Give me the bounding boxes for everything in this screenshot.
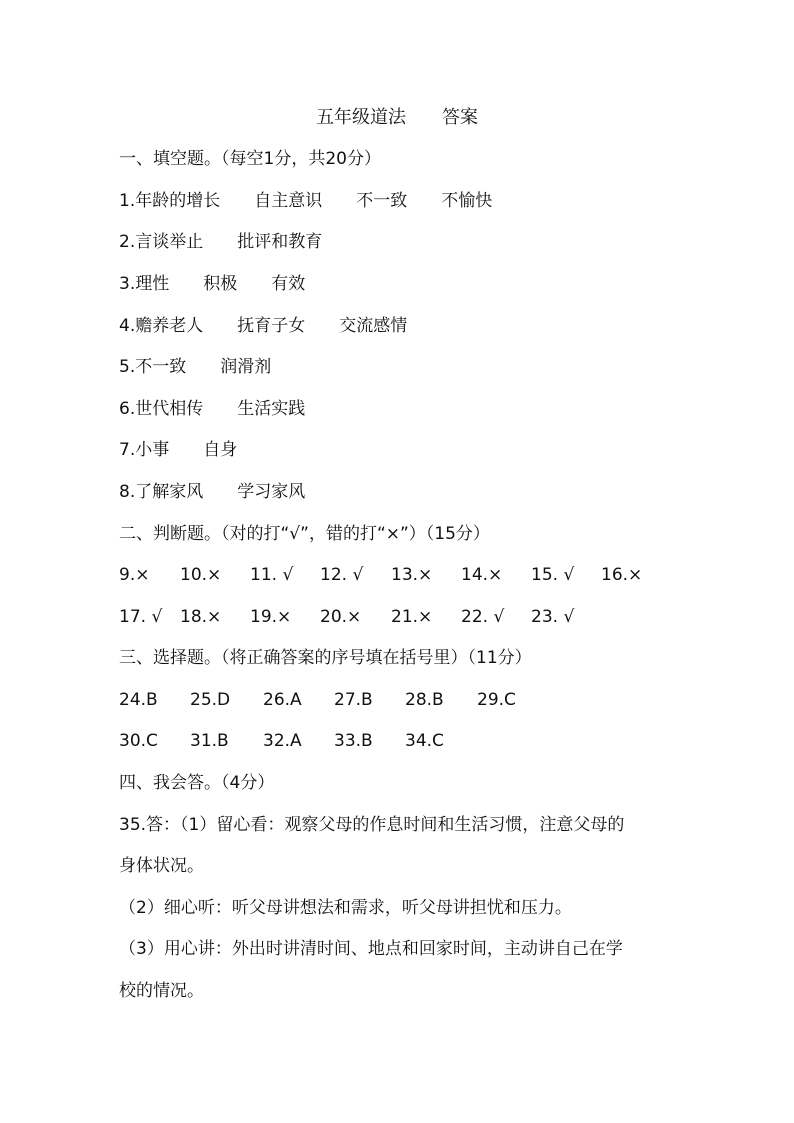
- choice-answer: 30.C: [119, 731, 158, 751]
- fill-blank-answer-3: 3.理性 积极 有效: [119, 274, 306, 294]
- choice-answer: 33.B: [334, 731, 373, 751]
- choice-answer: 25.D: [190, 690, 231, 710]
- true-false-answer: 15. √: [531, 565, 575, 585]
- short-answer-line-3: （2）细心听：听父母讲想法和需求，听父母讲担忧和压力。: [119, 898, 572, 918]
- true-false-answer: 13.×: [391, 565, 433, 585]
- fill-blank-answer-2: 2.言谈举止 批评和教育: [119, 232, 323, 252]
- fill-blank-answer-5: 5.不一致 润滑剂: [119, 357, 272, 377]
- section-heading-true-false: 二、判断题。（对的打“√”，错的打“×”）（15分）: [119, 524, 490, 544]
- choice-answer: 27.B: [334, 690, 373, 710]
- true-false-answer: 18.×: [180, 607, 222, 627]
- fill-blank-answer-8: 8.了解家风 学习家风: [119, 482, 306, 502]
- true-false-answer: 16.×: [601, 565, 643, 585]
- true-false-answer: 12. √: [320, 565, 364, 585]
- short-answer-line-1: 35.答：（1）留心看：观察父母的作息时间和生活习惯，注意父母的: [119, 815, 625, 835]
- short-answer-line-2: 身体状况。: [119, 856, 204, 876]
- section-heading-short-answer: 四、我会答。（4分）: [119, 773, 275, 793]
- section-heading-multiple-choice: 三、选择题。（将正确答案的序号填在括号里）（11分）: [119, 648, 532, 668]
- choice-answer: 32.A: [263, 731, 302, 751]
- true-false-answer: 19.×: [250, 607, 292, 627]
- true-false-answer: 9.×: [119, 565, 150, 585]
- choice-answer: 34.C: [405, 731, 444, 751]
- fill-blank-answer-4: 4.赡养老人 抚育子女 交流感情: [119, 316, 408, 336]
- fill-blank-answer-1: 1.年龄的增长 自主意识 不一致 不愉快: [119, 191, 493, 211]
- short-answer-line-5: 校的情况。: [119, 981, 204, 1001]
- choice-answer: 26.A: [263, 690, 302, 710]
- page-title: 五年级道法 答案: [316, 107, 478, 128]
- true-false-answer: 11. √: [250, 565, 294, 585]
- fill-blank-answer-6: 6.世代相传 生活实践: [119, 399, 306, 419]
- true-false-answer: 14.×: [461, 565, 503, 585]
- true-false-answer: 17. √: [119, 607, 163, 627]
- fill-blank-answer-7: 7.小事 自身: [119, 440, 238, 460]
- true-false-answer: 23. √: [531, 607, 575, 627]
- choice-answer: 28.B: [405, 690, 444, 710]
- choice-answer: 29.C: [477, 690, 516, 710]
- true-false-answer: 20.×: [320, 607, 362, 627]
- true-false-answer: 10.×: [180, 565, 222, 585]
- choice-answer: 31.B: [190, 731, 229, 751]
- section-heading-fill-blank: 一、填空题。（每空1分，共20分）: [119, 149, 381, 169]
- choice-answer: 24.B: [119, 690, 158, 710]
- true-false-answer: 22. √: [461, 607, 505, 627]
- true-false-answer: 21.×: [391, 607, 433, 627]
- short-answer-line-4: （3）用心讲：外出时讲清时间、地点和回家时间，主动讲自己在学: [119, 939, 623, 959]
